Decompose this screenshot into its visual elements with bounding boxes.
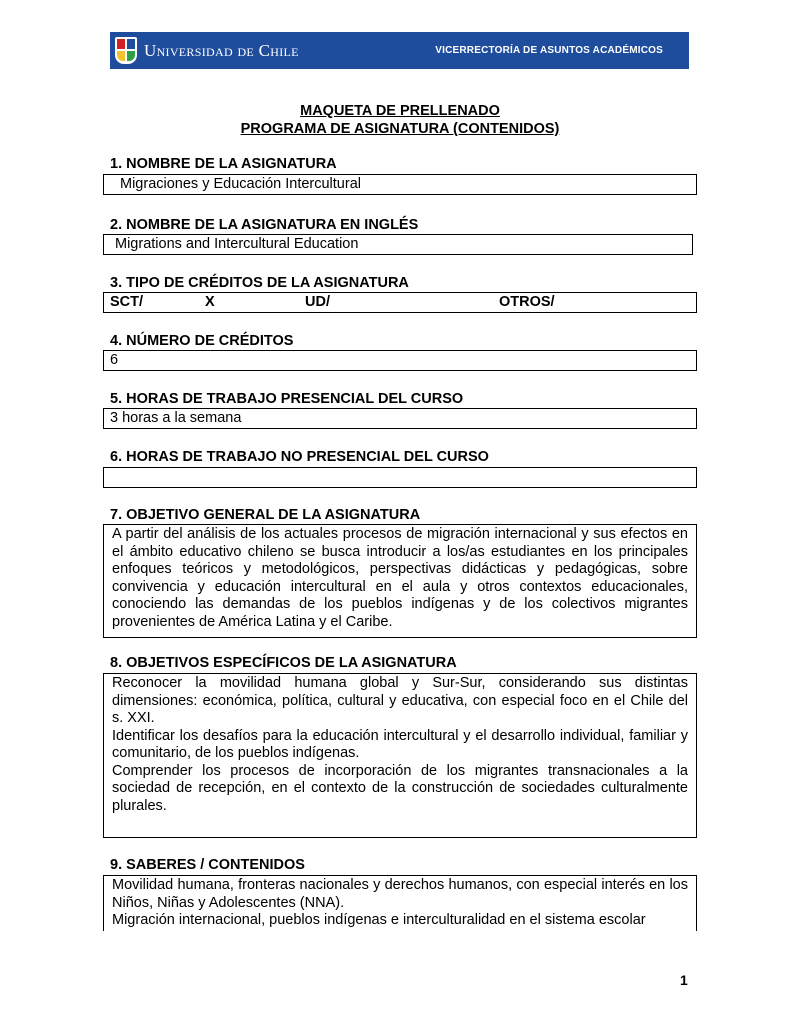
presential-hours-field [103, 408, 697, 429]
page-number: 1 [680, 972, 688, 988]
specific-objective-item: Identificar los desafíos para la educación intercultural y el desarrollo individual, familiar y comunitario, de los pueblos indígenas. [112, 727, 688, 761]
general-objective-text: A partir del análisis de los actuales procesos de migración internacional y sus efectos en el ámbito educativo chileno se busca introducir a los/as estudiantes en los principales enfoques teóricos y metodológicos, perspectivas didácticas y pedagógicas, sobre convivencia y educación intercultural en el aula y otros contextos educacionales, conociendo las demandas de los pueblos indígenas y de los colectivos migrantes provenientes de América Latina y el Caribe. [112, 526, 688, 630]
credit-sct-mark: X [205, 294, 215, 310]
vicerrectoria-label: VICERRECTORÍA DE ASUNTOS ACADÉMICOS [435, 45, 663, 56]
section-8-heading: 8. OBJETIVOS ESPECÍFICOS DE LA ASIGNATURA [110, 655, 457, 671]
university-name: Universidad de Chile [144, 40, 299, 60]
content-item: Movilidad humana, fronteras nacionales y derechos humanos, con especial interés en los Niños, Niñas y Adolescentes (NNA). [112, 877, 688, 911]
document-subtitle: PROGRAMA DE ASIGNATURA (CONTENIDOS) [240, 121, 560, 137]
credits-number-field [103, 350, 697, 371]
course-name-english-field [103, 234, 693, 255]
content-item: Migración internacional, pueblos indígenas e interculturalidad en el sistema escolar [112, 912, 646, 928]
university-seal-icon [115, 37, 137, 64]
non-presential-hours-field [103, 467, 697, 488]
section-1-heading: 1. NOMBRE DE LA ASIGNATURA [110, 156, 337, 172]
credits-number-value: 6 [110, 352, 119, 368]
credit-type-field [103, 292, 697, 313]
specific-objective-item: Comprender los procesos de incorporación de los migrantes transnacionales a la sociedad de recepción, en el contexto de la construcción de sociedades culturalmente plurales. [112, 762, 688, 814]
section-9-heading: 9. SABERES / CONTENIDOS [110, 857, 305, 873]
section-7-heading: 7. OBJETIVO GENERAL DE LA ASIGNATURA [110, 507, 421, 523]
contents-box [103, 875, 697, 931]
general-objective-box [103, 524, 697, 638]
course-name-value: Migraciones y Educación Intercultural [120, 176, 361, 192]
specific-objective-item: Reconocer la movilidad humana global y Sur-Sur, considerando sus distintas dimensiones: económica, política, cultural y educativa, con especial foco en el Chile del s. XXI. [112, 675, 688, 726]
presential-hours-value: 3 horas a la semana [110, 410, 242, 426]
section-4-heading: 4. NÚMERO DE CRÉDITOS [110, 333, 294, 349]
credit-sct-label: SCT/ [110, 294, 144, 310]
section-5-heading: 5. HORAS DE TRABAJO PRESENCIAL DEL CURSO [110, 391, 464, 407]
section-6-heading: 6. HORAS DE TRABAJO NO PRESENCIAL DEL CURSO [110, 449, 489, 465]
specific-objectives-box [103, 673, 697, 838]
credit-ud-label: UD/ [305, 294, 330, 310]
course-name-field [103, 174, 697, 195]
credit-otros-label: OTROS/ [499, 294, 555, 310]
section-2-heading: 2. NOMBRE DE LA ASIGNATURA EN INGLÉS [110, 217, 419, 233]
header-banner [110, 32, 689, 69]
course-name-english-value: Migrations and Intercultural Education [115, 236, 359, 252]
section-3-heading: 3. TIPO DE CRÉDITOS DE LA ASIGNATURA [110, 275, 409, 291]
document-title: MAQUETA DE PRELLENADO [300, 103, 500, 119]
